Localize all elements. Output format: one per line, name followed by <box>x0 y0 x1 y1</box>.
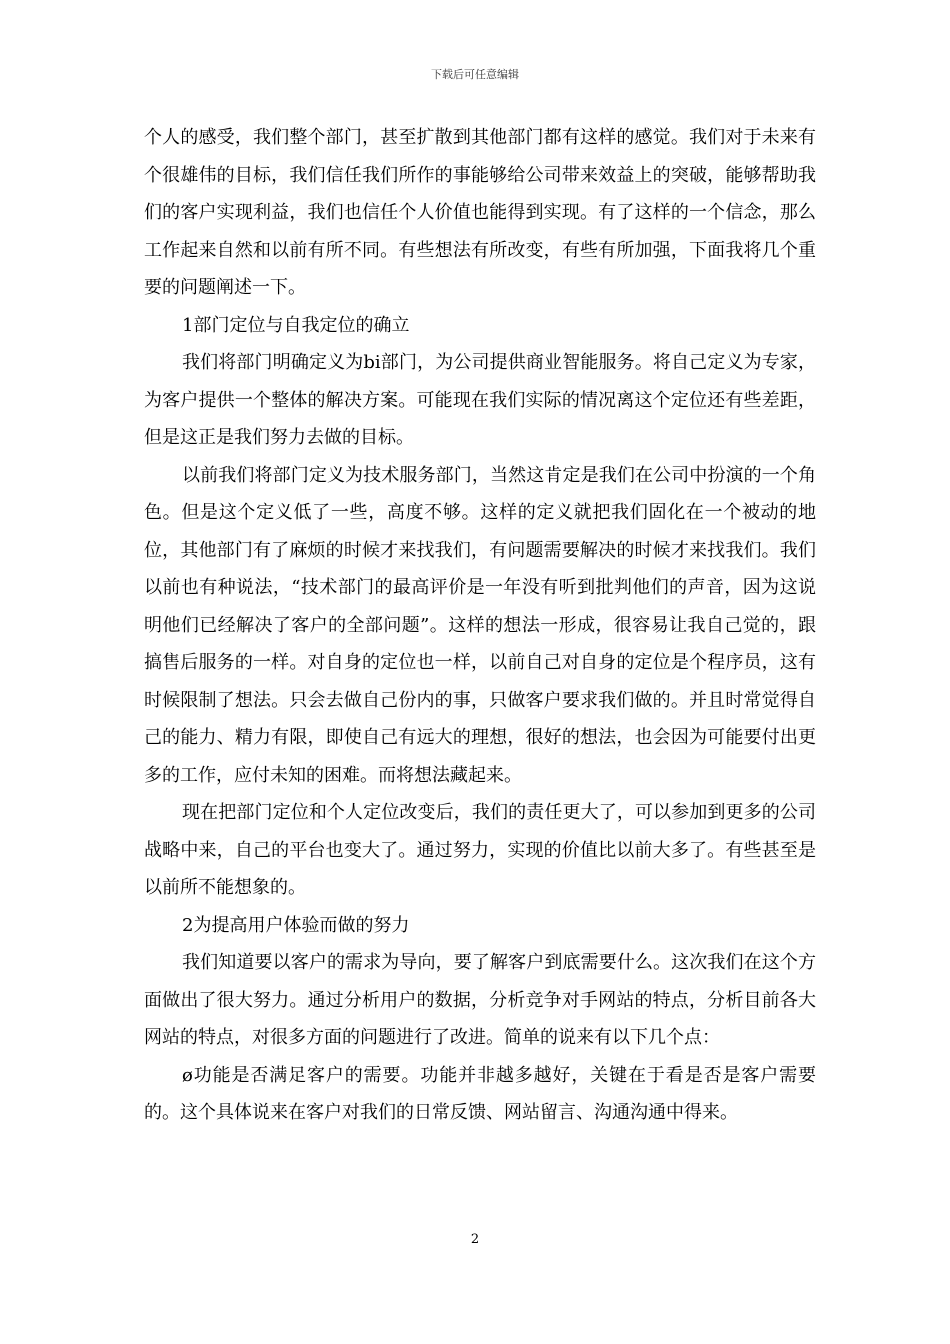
paragraph-6: ø功能是否满足客户的需要。功能并非越多越好，关键在于看是否是客户需要的。这个具体说来在客户对我们的日常反馈、网站留言、沟通沟通中得来。 <box>144 1064 816 1123</box>
section-heading-2: 2为提高用户体验而做的努力 <box>182 914 410 936</box>
page-number: 2 <box>470 1232 480 1247</box>
document-body <box>144 119 816 1132</box>
section-heading-1: 1部门定位与自我定位的确立 <box>182 314 410 336</box>
page-header: 下载后可任意编辑 <box>431 68 519 81</box>
paragraph-2: 我们将部门明确定义为bi部门，为公司提供商业智能服务。将自己定义为专家，为客户提供一个整体的解决方案。可能现在我们实际的情况离这个定位还有些差距，但是这正是我们努力去做的目标。 <box>144 352 816 448</box>
paragraph-5: 我们知道要以客户的需求为导向，要了解客户到底需要什么。这次我们在这个方面做出了很大努力。通过分析用户的数据，分析竞争对手网站的特点，分析目前各大网站的特点，对很多方面的问题进行了改进。简单的说来有以下几个点： <box>144 952 816 1048</box>
paragraph-1: 个人的感受，我们整个部门，甚至扩散到其他部门都有这样的感觉。我们对于未来有个很雄伟的目标，我们信任我们所作的事能够给公司带来效益上的突破，能够帮助我们的客户实现利益，我们也信任个人价值也能得到实现。有了这样的一个信念，那么工作起来自然和以前有所不同。有些想法有所改变，有些有所加强，下面我将几个重要的问题阐述一下。 <box>144 127 816 298</box>
paragraph-4: 现在把部门定位和个人定位改变后，我们的责任更大了，可以参加到更多的公司战略中来，自己的平台也变大了。通过努力，实现的价值比以前大多了。有些甚至是以前所不能想象的。 <box>144 802 816 898</box>
paragraph-3: 以前我们将部门定义为技术服务部门，当然这肯定是我们在公司中扮演的一个角色。但是这个定义低了一些，高度不够。这样的定义就把我们固化在一个被动的地位，其他部门有了麻烦的时候才来找我们，有问题需要解决的时候才来找我们。我们以前也有种说法，“技术部门的最高评价是一年没有听到批判他们的声音，因为这说明他们已经解决了客户的全部问题”。这样的想法一形成，很容易让我自己觉的，跟搞售后服务的一样。对自身的定位也一样，以前自己对自身的定位是个程序员，这有时候限制了想法。只会去做自己份内的事，只做客户要求我们做的。并且时常觉得自己的能力、精力有限，即使自己有远大的理想，很好的想法，也会因为可能要付出更多的工作，应付未知的困难。而将想法藏起来。 <box>144 464 816 786</box>
